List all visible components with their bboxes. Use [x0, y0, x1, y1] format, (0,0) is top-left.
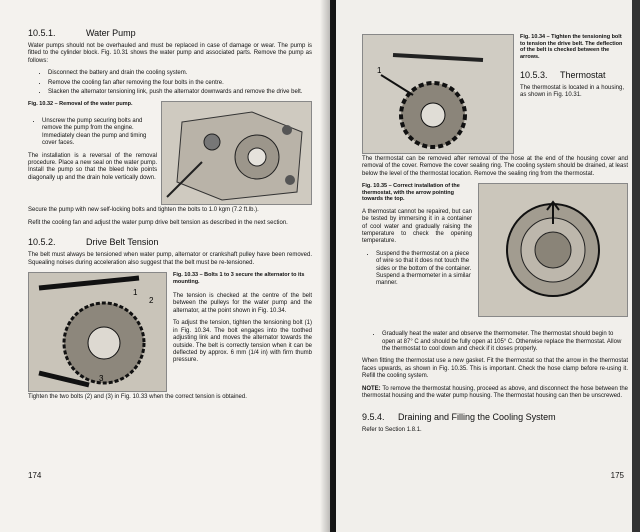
note-paragraph: NOTE: To remove the thermostat housing, proceed as above, and disconnect the hose between the thermostat housing and the water pump housing. The thermostat housing can then be unscrewed. [362, 385, 628, 400]
paragraph: The thermostat is located in a housing, as shown in Fig. 10.31. [520, 85, 624, 99]
list-item: • Unscrew the pump securing bolts and remove the pump from the engine. Immediately clean the pump and timing cover faces. [42, 118, 157, 148]
list-item: • Slacken the alternator tensioning link, push the alternator downwards and remove the drive belt. [48, 89, 312, 96]
right-page [336, 0, 640, 532]
paragraph: Refit the cooling fan and adjust the water pump drive belt tension as described in the next section. [28, 219, 288, 226]
thermostat-drawing [479, 184, 627, 316]
list-item: • Disconnect the battery and drain the cooling system. [48, 70, 312, 77]
fig-10-34-caption: Fig. 10.34 – Tighten the tensioning bolt to tension the drive belt. The deflection of the belt is checked between the arrows. [520, 34, 623, 60]
page-number-right: 175 [610, 471, 624, 480]
fig-label: 1 [133, 288, 138, 298]
section-10-5-2-heading: 10.5.2. Drive Belt Tension [28, 237, 159, 248]
alternator-belt-drawing [29, 273, 167, 391]
fig-10-33-caption: Fig. 10.33 – Bolts 1 to 3 secure the alternator to its mounting. [173, 272, 305, 285]
paragraph: Secure the pump with new self-locking bolts and tighten the bolts to 1.0 kgm (7.2 ft.lb.). [28, 207, 259, 214]
paragraph: The installation is a reversal of the removal procedure. Place a new seal on the water pump. Install the pump so that the bleed hole points diagonally up and the drain hole vertically down. [28, 152, 158, 181]
page-number-left: 174 [28, 471, 42, 480]
fig-10-34-belt-tension-illustration [362, 34, 514, 154]
fig-label: 3 [99, 374, 104, 384]
list-item: • Gradually heat the water and observe the thermometer. The thermostat should begin to open at 87° C and should be fully open at 105° C. Otherwise replace the thermostat. Allow the thermostat to cool down and check if it closes properly. [382, 331, 628, 353]
right-edge-shadow [632, 0, 640, 532]
paragraph: A thermostat cannot be repaired, but can be tested by immersing it in a container of cool water and gradually raising the temperature to check the opening temperature. [362, 208, 472, 245]
paragraph: The belt must always be tensioned when water pump, alternator or crankshaft pulley have been removed. Squealing noises during acceleration also suggest that the belt must be re-tensioned. [28, 252, 312, 266]
fig-10-32-water-pump-illustration [161, 101, 312, 205]
paragraph: To adjust the tension, tighten the tensioning bolt (1) in Fig. 10.34. The bolt engages into the toothed adjusting link and moves the alternator towards the outside. The belt is correctly tension when it can be deflected by approx. 6 mm (1/4 in) with firm thumb pressure. [173, 320, 312, 364]
paragraph: The thermostat can be removed after removal of the hose at the end of the housing cover and removal of the cover. Remove the cover sealing ring. The cooling system should be drained, at least below the level of the thermostat location. Remove the sealing ring from the thermostat. [362, 156, 628, 177]
list-item: • Remove the cooling fan after removing the four bolts in the centre. [48, 80, 312, 87]
belt-tension-drawing [363, 35, 513, 153]
fig-label: 2 [149, 296, 154, 306]
fig-10-33-alternator-illustration [28, 272, 167, 392]
paragraph: When fitting the thermostat use a new gasket. Fit the thermostat so that the arrow in the thermostat faces upwards, as shown in Fig. 10.35. This is important. Check the hose clamp before re-using it. Refill the cooling system. [362, 358, 628, 380]
paragraph: Refer to Section 1.8.1. [362, 427, 422, 434]
list-item: • Suspend the thermostat on a piece of wire so that it does not touch the sides or the bottom of the container. Suspend a thermometer in a similar manner. [376, 251, 472, 288]
water-pump-drawing [162, 102, 312, 204]
section-10-5-1-heading: 10.5.1. Water Pump [28, 28, 136, 38]
paragraph: Water pumps should not be overhauled and must be replaced in case of damage or wear. The pump is fitted to the cylinder block. Fig. 10.31 shows the water pump and associated parts. Remove the pump as follows: [28, 43, 312, 64]
paragraph: Tighten the two bolts (2) and (3) in Fig. 10.33 when the correct tension is obtained. [28, 394, 247, 401]
fig-label: 1 [377, 66, 382, 75]
paragraph: The tension is checked at the centre of the belt between the pulleys for the water pump and the alternator, at the point shown in Fig. 10.34. [173, 293, 312, 314]
fig-10-35-caption: Fig. 10.35 – Correct installation of the thermostat, with the arrow pointing towards the top. [362, 183, 460, 203]
fig-10-35-thermostat-illustration [478, 183, 628, 317]
bullet-list [28, 70, 312, 96]
section-9-5-4-heading: 9.5.4. Draining and Filling the Cooling System [362, 412, 556, 423]
note-label: NOTE: [362, 385, 381, 392]
fig-10-32-caption: Fig. 10.32 – Removal of the water pump. [28, 101, 133, 108]
section-10-5-3-heading: 10.5.3. Thermostat [520, 70, 606, 80]
